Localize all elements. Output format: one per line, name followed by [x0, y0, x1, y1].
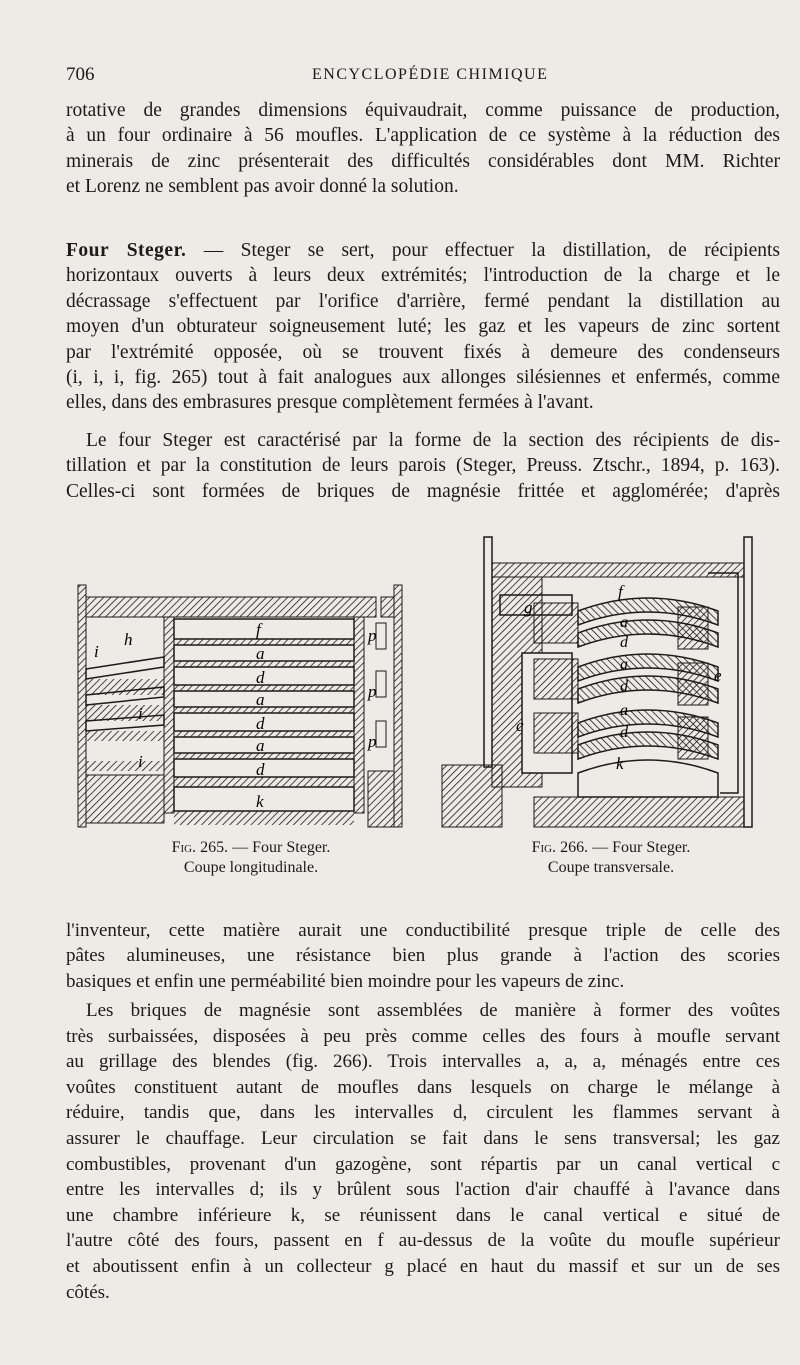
text-line: elles, dans des embrasures presque complètement fermées à l'avant.	[66, 392, 594, 414]
text-line: Celles-ci sont formées de briques de magnésie frittée et agglomérée; d'après	[66, 480, 780, 502]
text-line: et Lorenz ne semblent pas avoir donné la solution.	[66, 176, 459, 198]
text-line: Les briques de magnésie sont assemblées de manière à former des voûtes	[86, 1000, 780, 1021]
text-line: et aboutissent enfin à un collecteur g placé en haut du massif et sur un de ses	[66, 1255, 780, 1277]
label-i: i	[138, 704, 143, 723]
text-line: une chambre inférieure k, se réunissent dans le canal vertical e situé de	[66, 1204, 780, 1226]
text-line: à un four ordinaire à 56 moufles. L'application de ce système à la réduction des	[66, 125, 780, 147]
text-line: décrassage s'effectuent par l'orifice d'arrière, fermé pendant la distillation au	[66, 290, 780, 312]
label-a: a	[256, 736, 265, 755]
paragraph-four-steger	[66, 238, 780, 416]
label-p: p	[368, 626, 377, 645]
caption-title: — Four Steger.	[588, 839, 691, 856]
text-line: rotative de grandes dimensions équivaudrait, comme puissance de production,	[66, 100, 780, 121]
text-line: minerais de zinc présenterait des difficultés considérables dont MM. Richter	[66, 150, 780, 172]
text-line: au grillage des blendes (fig. 266). Trois intervalles a, a, a, ménagés entre ces	[66, 1051, 780, 1073]
label-a: a	[620, 702, 628, 719]
page-number: 706	[66, 64, 95, 85]
text-line: côtés.	[66, 1281, 110, 1303]
text-line: — Steger se sert, pour effectuer la distillation, de récipients	[186, 240, 781, 261]
text-line: voûtes constituent autant de moufles dans lesquels on charge le mélange à	[66, 1076, 780, 1098]
text-line: horizontaux ouverts à leurs deux extrémités; l'introduction de la charge et le	[66, 265, 780, 287]
text-line: très surbaissées, disposées à peu près comme celles des fours à moufle servant	[66, 1025, 780, 1047]
label-f: f	[256, 620, 261, 639]
label-d: d	[620, 678, 628, 695]
paragraph-1	[66, 98, 780, 200]
figure-265-caption	[108, 838, 394, 878]
figure-266	[438, 533, 754, 830]
section-heading: Four Steger.	[66, 240, 187, 261]
text-line: réduire, tandis que, dans les intervalles d, circulent les flammes servant à	[66, 1102, 780, 1124]
label-i: i	[138, 752, 143, 771]
label-d: d	[256, 760, 265, 779]
label-d: d	[620, 634, 628, 651]
label-d: d	[256, 714, 265, 733]
label-c: c	[516, 716, 524, 735]
label-h: h	[124, 630, 133, 649]
label-p: p	[368, 682, 377, 701]
figure-265	[76, 575, 406, 830]
label-d: d	[256, 668, 265, 687]
label-g: g	[524, 598, 533, 617]
caption-subtitle: Coupe longitudinale.	[183, 859, 319, 876]
text-line: l'inventeur, cette matière aurait une conductibilité presque triple de celle des	[66, 920, 780, 941]
text-line: l'autre côté des fours, passent en f au-dessus de la voûte du moufle supérieur	[66, 1230, 780, 1252]
running-title: ENCYCLOPÉDIE CHIMIQUE	[312, 66, 549, 83]
caption-number: Fig. 266.	[531, 839, 589, 856]
label-i: i	[94, 642, 99, 661]
label-k: k	[616, 754, 624, 773]
paragraph-3	[66, 428, 780, 504]
caption-number: Fig. 265.	[171, 839, 229, 856]
text-line: moyen d'un obturateur soigneusement luté; les gaz et les vapeurs de zinc sortent	[66, 316, 780, 338]
text-line: tillation et par la constitution de leurs parois (Steger, Preuss. Ztschr., 1894, p. 163).	[66, 455, 780, 477]
text-line: basiques et enfin une perméabilité bien moindre pour les vapeurs de zinc.	[66, 970, 625, 992]
label-p: p	[368, 732, 377, 751]
paragraph-4	[66, 918, 780, 994]
paragraph-5	[66, 998, 780, 1305]
label-a: a	[620, 614, 628, 631]
text-line: combustibles, provenant d'un gazogène, sont répartis par un canal vertical c	[66, 1153, 780, 1175]
text-line: pâtes alumineuses, une résistance bien plus grande à l'action des scories	[66, 945, 780, 967]
text-line: entre les intervalles d; ils y brûlent sous l'action d'air chauffé à l'avance dans	[66, 1179, 780, 1201]
label-a: a	[256, 690, 265, 709]
label-a: a	[256, 644, 265, 663]
caption-subtitle: Coupe transversale.	[547, 859, 675, 876]
text-line: par l'extrémité opposée, où se trouvent fixés à demeure des condenseurs	[66, 341, 780, 363]
caption-title: — Four Steger.	[228, 839, 331, 856]
figure-265-drawing	[76, 575, 406, 830]
figure-266-caption	[488, 838, 734, 878]
figure-266-drawing	[438, 533, 754, 830]
text-line: assurer le chauffage. Leur circulation se fait dans le sens transversal; les gaz	[66, 1127, 780, 1149]
text-line: Le four Steger est caractérisé par la forme de la section des récipients de dis-	[86, 430, 780, 451]
label-e: e	[714, 666, 722, 685]
label-d: d	[620, 724, 628, 741]
label-f: f	[618, 582, 623, 601]
label-k: k	[256, 792, 264, 811]
text-line: (i, i, i, fig. 265) tout à fait analogues aux allonges silésiennes et enfermés, comme	[66, 367, 780, 389]
label-a: a	[620, 656, 628, 673]
